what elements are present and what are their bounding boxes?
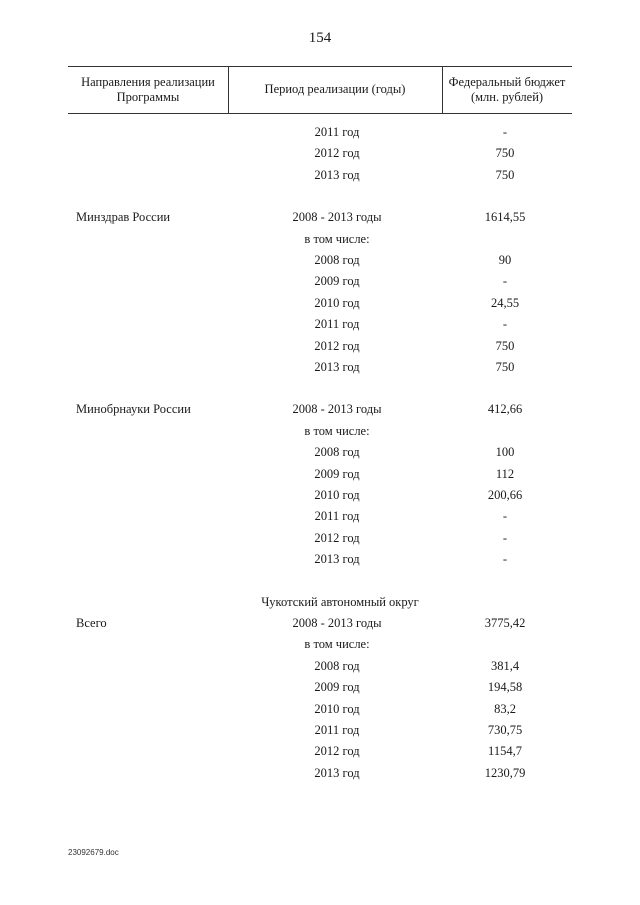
cell-federal-budget: 750 [495,360,515,374]
cell-federal-budget: 24,55 [490,295,520,310]
cell-federal-budget: - [502,552,508,567]
table-row [68,635,572,656]
region-title: Чукотский автономный округ [261,594,419,609]
table-row [68,144,572,165]
table-row [68,486,572,507]
cell-federal-budget: 1230,79 [484,765,526,780]
cell-period: 2013 год [314,765,360,780]
table-row [68,721,572,742]
cell-federal-budget: 83,2 [494,701,516,716]
cell-period: в том числе: [304,423,370,438]
table-row [68,700,572,721]
cell-period: 2013 год [314,167,360,182]
cell-period: 2009 год [314,274,360,289]
table-row [68,678,572,699]
table-row [68,123,572,144]
cell-federal-budget: 750 [495,338,515,353]
table-row [68,272,572,293]
table-row [68,166,572,187]
cell-period: 2009 год [314,680,360,695]
table-row [68,337,572,358]
table-row [68,529,572,550]
cell-direction: Минздрав России [76,210,171,225]
cell-federal-budget: 100 [495,445,515,460]
cell-federal-budget: - [502,509,508,524]
cell-federal-budget: 200,66 [487,488,523,502]
table-header-bottom-rule [68,113,572,114]
cell-period: 2012 год [314,146,360,161]
table-row [68,315,572,336]
cell-federal-budget: 90 [498,253,512,267]
table-row [68,422,572,443]
cell-direction: Минобрнауки России [76,402,191,417]
cell-period: 2010 год [314,488,360,502]
cell-federal-budget: 750 [495,167,515,182]
table-row [68,208,572,229]
cell-period: в том числе: [304,231,370,246]
cell-period: 2011 год [314,125,360,139]
cell-direction: Всего [76,616,107,630]
cell-period: 2011 год [314,509,360,524]
header-federal-budget: Федеральный бюджет (млн. рублей) [448,74,566,104]
table-row [68,230,572,251]
cell-period: 2008 год [314,445,360,460]
table-row [68,507,572,528]
table-row [68,443,572,464]
cell-period: 2008 - 2013 годы [292,402,382,417]
cell-period: 2011 год [314,723,360,737]
cell-period: 2012 год [314,744,360,759]
cell-period: 2010 год [314,701,360,716]
cell-period: 2008 год [314,253,360,267]
cell-period: 2009 год [314,466,360,481]
cell-period: 2011 год [314,317,360,332]
table-row [68,614,572,635]
table-row [68,764,572,785]
header-directions: Направления реализации Программы [81,74,215,104]
cell-period: 2010 год [314,295,360,310]
cell-period: 2008 год [314,658,360,673]
cell-period: 2013 год [314,552,360,567]
cell-federal-budget: - [502,274,508,289]
cell-federal-budget: 730,75 [487,723,523,737]
cell-federal-budget: - [502,530,508,545]
table-row [68,251,572,272]
cell-federal-budget: 750 [495,146,515,161]
cell-period: 2008 - 2013 годы [292,616,382,630]
cell-period: 2008 - 2013 годы [292,210,382,225]
table-row [68,400,572,421]
header-period: Период реализации (годы) [264,82,406,96]
file-name-footer: 23092679.doc [68,848,119,857]
table-row [68,465,572,486]
table-row [68,657,572,678]
table-row [68,550,572,571]
cell-period: 2012 год [314,530,360,545]
cell-period: 2012 год [314,338,360,353]
cell-federal-budget: 1154,7 [488,744,522,759]
table-row [68,742,572,763]
table-region-row [68,593,572,614]
cell-federal-budget: 3775,42 [484,616,526,630]
cell-period: в том числе: [304,637,370,652]
table-row [68,358,572,379]
cell-period: 2013 год [314,360,360,374]
cell-federal-budget: 1614,55 [484,210,526,225]
table-row [68,294,572,315]
cell-federal-budget: - [502,317,508,332]
page-number: 154 [308,30,332,46]
cell-federal-budget: 194,58 [487,680,523,695]
cell-federal-budget: - [502,125,508,139]
cell-federal-budget: 381,4 [490,658,520,673]
cell-federal-budget: 412,66 [487,402,523,417]
cell-federal-budget: 112 [495,466,515,481]
